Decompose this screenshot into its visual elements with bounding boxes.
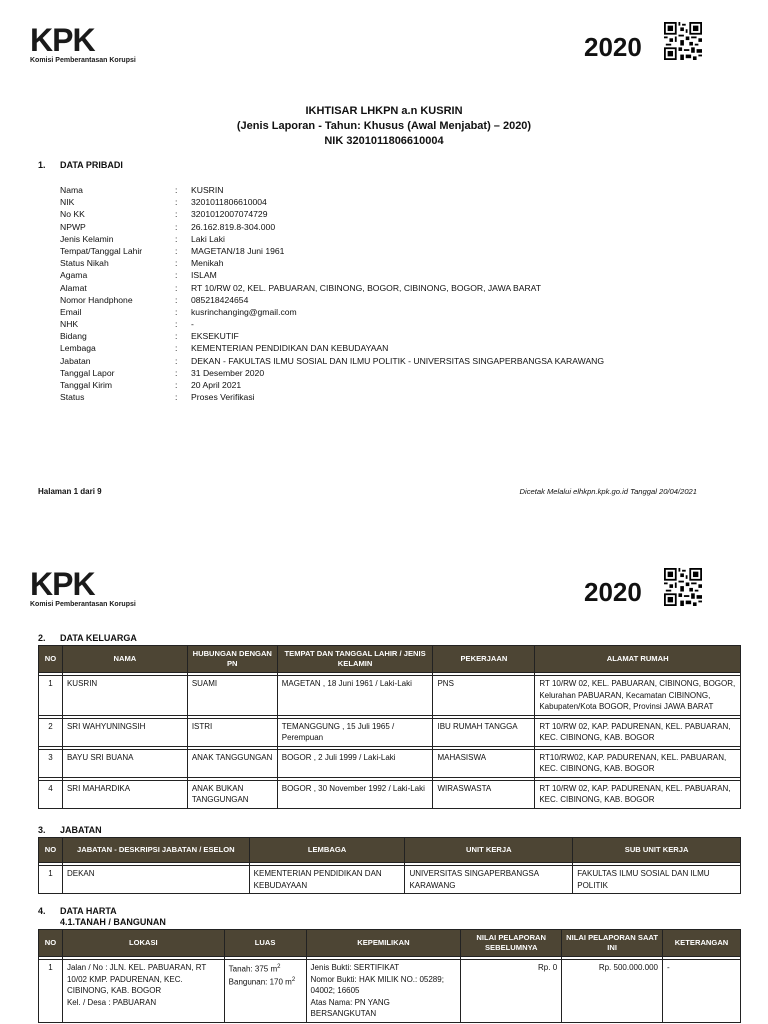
field-colon: : [175, 233, 178, 244]
section-label: DATA HARTA [60, 906, 117, 916]
family-cell-no: 4 [39, 780, 63, 808]
section-number: 3. [38, 825, 46, 835]
column-header: KEPEMILIKAN [306, 930, 461, 957]
personal-data-row [60, 208, 604, 220]
title-line-1: IKHTISAR LHKPN a.n KUSRIN [305, 105, 463, 117]
field-label: Tempat/Tanggal Lahir [60, 245, 143, 256]
field-colon: : [175, 221, 178, 232]
personal-data-row [60, 282, 604, 294]
field-colon: : [175, 331, 178, 342]
field-value: Laki Laki [191, 233, 225, 244]
report-title [0, 104, 768, 149]
personal-data-row [60, 269, 604, 281]
field-value: MAGETAN/18 Juni 1961 [191, 245, 285, 256]
jabatan-table [38, 837, 741, 894]
field-value: ISLAM [191, 270, 217, 281]
family-cell-no: 1 [39, 676, 63, 716]
logo-letters: KPK [30, 22, 95, 58]
field-value: KEMENTERIAN PENDIDIKAN DAN KEBUDAYAAN [191, 343, 389, 354]
column-header: KETERANGAN [663, 930, 741, 957]
personal-data-list [60, 184, 604, 403]
column-header: NILAI PELAPORAN SEBELUMNYA [461, 930, 562, 957]
field-value: 3201011806610004 [191, 197, 267, 208]
table-header-row [39, 646, 741, 673]
family-cell-alamat: RT10/RW02, KAP. PADURENAN, KEL. PABUARAN, KEC. CIBINONG, KAB. BOGOR [535, 749, 741, 777]
table-row [39, 960, 741, 1023]
field-value: 31 Desember 2020 [191, 367, 265, 378]
table-row [39, 718, 741, 746]
table-header-row [39, 838, 741, 863]
column-header: NILAI PELAPORAN SAAT INI [562, 930, 663, 957]
table-row [39, 749, 741, 777]
family-cell-nama: SRI WAHYUNINGSIH [62, 718, 187, 746]
harta-cell-lokasi [62, 960, 224, 1023]
personal-data-row [60, 367, 604, 379]
field-label: NPWP [60, 221, 86, 232]
nomor-bukti: Nomor Bukti: HAK MILIK NO.: 05289; 04002; 16605 [310, 974, 444, 995]
field-value: kusrinchanging@gmail.com [191, 306, 297, 317]
field-colon: : [175, 380, 178, 390]
luas-tanah-value: Tanah: 375 m [228, 964, 278, 974]
family-cell-nama: BAYU SRI BUANA [62, 749, 187, 777]
section-data-pribadi-heading [38, 160, 123, 170]
field-label: Nomor Handphone [60, 294, 133, 305]
report-year: 2020 [584, 32, 642, 62]
family-cell-pekerjaan: PNS [433, 676, 535, 716]
column-header: NAMA [62, 646, 187, 673]
column-header: JABATAN - DESKRIPSI JABATAN / ESELON [62, 838, 249, 863]
table-header-row [39, 930, 741, 957]
family-cell-nama: SRI MAHARDIKA [62, 780, 187, 808]
logo-tagline: Komisi Pemberantasan Korupsi [30, 57, 136, 64]
field-value: 20 April 2021 [191, 380, 242, 390]
logo-letters: KPK [30, 566, 95, 602]
field-colon: : [175, 306, 178, 317]
column-header: NO [39, 930, 63, 957]
subsection-tanah-bangunan-heading: 4.1.TANAH / BANGUNAN [60, 917, 166, 927]
field-value: Proses Verifikasi [191, 392, 255, 403]
family-cell-nama: KUSRIN [62, 676, 187, 716]
family-cell-hubungan: ANAK BUKAN TANGGUNGAN [187, 780, 277, 808]
field-label: Jabatan [60, 355, 91, 366]
personal-data-row [60, 233, 604, 245]
column-header: UNIT KERJA [405, 838, 573, 863]
personal-data-row [60, 184, 604, 196]
jabatan-cell-sub: FAKULTAS ILMU SOSIAL DAN ILMU POLITIK [573, 866, 741, 894]
family-cell-ttl: BOGOR , 2 Juli 1999 / Laki-Laki [277, 749, 433, 777]
column-header: NO [39, 646, 63, 673]
family-cell-alamat: RT 10/RW 02, KAP. PADURENAN, KEL. PABUARAN, KEC. CIBINONG, KAB. BOGOR [535, 780, 741, 808]
column-header: PEKERJAAN [433, 646, 535, 673]
logo-mark [30, 24, 150, 56]
field-value: 085218424654 [191, 294, 249, 305]
field-colon: : [175, 294, 178, 305]
family-cell-alamat: RT 10/RW 02, KEL. PABUARAN, CIBINONG, BOGOR, Kelurahan PABUARAN, Kecamatan CIBINONG, Kabupaten/Kota BOGOR, Provinsi JAWA BARAT [535, 676, 741, 716]
personal-data-row [60, 257, 604, 269]
table-row [39, 780, 741, 808]
field-value: - [191, 319, 194, 330]
field-colon: : [175, 282, 178, 293]
column-header: NO [39, 838, 63, 863]
column-header: LUAS [224, 930, 306, 957]
section-data-keluarga-heading [38, 633, 137, 643]
jabatan-cell-jabatan: DEKAN [62, 866, 249, 894]
field-label: Status [60, 392, 85, 403]
title-line-3: NIK 3201011806610004 [324, 135, 444, 147]
harta-table [38, 929, 741, 1023]
family-cell-ttl: MAGETAN , 18 Juni 1961 / Laki-Laki [277, 676, 433, 716]
field-colon: : [175, 367, 178, 378]
field-value: KUSRIN [191, 185, 224, 195]
harta-cell-sebelumnya: Rp. 0 [461, 960, 562, 1023]
harta-cell-saat-ini: Rp. 500.000.000 [562, 960, 663, 1023]
field-label: Tanggal Kirim [60, 380, 113, 390]
column-header: ALAMAT RUMAH [535, 646, 741, 673]
personal-data-row [60, 330, 604, 342]
field-label: No KK [60, 209, 85, 220]
family-cell-ttl: TEMANGGUNG , 15 Juli 1965 / Perempuan [277, 718, 433, 746]
field-colon: : [175, 270, 178, 281]
family-table [38, 645, 741, 809]
field-label: Bidang [60, 331, 87, 342]
personal-data-row [60, 245, 604, 257]
unit-superscript: 2 [277, 964, 281, 970]
section-number: 1. [38, 160, 46, 170]
logo-tagline: Komisi Pemberantasan Korupsi [30, 601, 136, 608]
column-header: LEMBAGA [249, 838, 405, 863]
field-colon: : [175, 197, 178, 208]
section-label: DATA PRIBADI [60, 160, 123, 170]
family-cell-pekerjaan: IBU RUMAH TANGGA [433, 718, 535, 746]
field-colon: : [175, 343, 178, 354]
personal-data-row [60, 318, 604, 330]
kpk-logo [30, 568, 150, 608]
field-label: Alamat [60, 282, 87, 293]
section-jabatan-heading [38, 825, 102, 835]
luas-bangunan [229, 975, 302, 988]
jabatan-cell-unit: UNIVERSITAS SINGAPERBANGSA KARAWANG [405, 866, 573, 894]
column-header: TEMPAT DAN TANGGAL LAHIR / JENIS KELAMIN [277, 646, 433, 673]
field-value: RT 10/RW 02, KEL. PABUARAN, CIBINONG, BOGOR, CIBINONG, BOGOR, JAWA BARAT [191, 282, 542, 293]
harta-cell-keterangan: - [663, 960, 741, 1023]
qr-code-icon [664, 568, 702, 606]
qr-code-icon [664, 22, 702, 60]
field-value: 3201012007074729 [191, 209, 268, 220]
family-cell-no: 3 [39, 749, 63, 777]
field-label: NHK [60, 319, 79, 330]
family-cell-pekerjaan: WIRASWASTA [433, 780, 535, 808]
field-colon: : [175, 209, 178, 220]
field-value: EKSEKUTIF [191, 331, 239, 342]
family-cell-hubungan: ISTRI [187, 718, 277, 746]
personal-data-row [60, 306, 604, 318]
family-cell-hubungan: SUAMI [187, 676, 277, 716]
section-number: 4. [38, 906, 46, 916]
document-page-2 [0, 555, 768, 1024]
print-note: Dicetak Melalui elhkpn.kpk.go.id Tanggal 20/04/2021 [519, 487, 697, 496]
lokasi-desa: Kel. / Desa : PABUARAN [66, 997, 157, 1007]
personal-data-row [60, 342, 604, 354]
harta-cell-luas [224, 960, 306, 1023]
personal-data-row [60, 294, 604, 306]
logo-mark [30, 568, 150, 600]
page-number: Halaman 1 dari 9 [38, 487, 102, 496]
jabatan-cell-no: 1 [39, 866, 63, 894]
field-value: DEKAN - FAKULTAS ILMU SOSIAL DAN ILMU POLITIK - UNIVERSITAS SINGAPERBANGSA KARAWANG [191, 355, 605, 366]
harta-cell-no: 1 [39, 960, 63, 1023]
field-label: Jenis Kelamin [60, 233, 114, 244]
field-colon: : [175, 185, 178, 195]
title-line-2: (Jenis Laporan - Tahun: Khusus (Awal Menjabat) – 2020) [236, 120, 532, 132]
family-cell-hubungan: ANAK TANGGUNGAN [187, 749, 277, 777]
jabatan-cell-lembaga: KEMENTERIAN PENDIDIKAN DAN KEBUDAYAAN [249, 866, 405, 894]
family-cell-ttl: BOGOR , 30 November 1992 / Laki-Laki [277, 780, 433, 808]
page-separator [0, 535, 768, 555]
personal-data-row [60, 355, 604, 367]
column-header: HUBUNGAN DENGAN PN [187, 646, 277, 673]
lokasi-jalan: Jalan / No : JLN. KEL. PABUARAN, RT 10/02 KMP. PADURENAN, KEC. CIBINONG, KAB. BOGOR [66, 963, 207, 995]
report-year: 2020 [584, 577, 642, 607]
unit-superscript: 2 [291, 977, 296, 984]
field-value: Menikah [191, 258, 224, 269]
personal-data-row [60, 221, 604, 233]
field-label: Email [60, 306, 82, 317]
personal-data-row [60, 391, 604, 403]
section-number: 2. [38, 633, 46, 643]
field-label: Lembaga [60, 343, 96, 354]
personal-data-row [60, 379, 604, 391]
section-label: JABATAN [60, 825, 102, 835]
field-value: 26.162.819.8-304.000 [191, 221, 276, 232]
jenis-bukti: Jenis Bukti: SERTIFIKAT [310, 963, 400, 972]
field-label: Nama [60, 185, 83, 195]
atas-nama: Atas Nama: PN YANG BERSANGKUTAN [310, 997, 390, 1018]
family-cell-alamat: RT 10/RW 02, KAP. PADURENAN, KEL. PABUARAN, KEC. CIBINONG, KAB. BOGOR [535, 718, 741, 746]
kpk-logo [30, 24, 150, 64]
section-data-harta-heading [38, 906, 117, 916]
field-colon: : [175, 319, 178, 330]
field-label: NIK [60, 197, 75, 208]
luas-bangunan-value: Bangunan: 170 m [228, 977, 292, 987]
field-label: Status Nikah [60, 258, 109, 269]
column-header: LOKASI [62, 930, 224, 957]
section-label: DATA KELUARGA [60, 633, 137, 643]
field-label: Tanggal Lapor [60, 367, 115, 378]
personal-data-row [60, 196, 604, 208]
field-colon: : [175, 355, 178, 366]
field-colon: : [175, 392, 178, 403]
luas-tanah [229, 962, 302, 975]
field-colon: : [175, 258, 178, 269]
family-cell-pekerjaan: MAHASISWA [433, 749, 535, 777]
field-label: Agama [60, 270, 88, 281]
harta-cell-kepemilikan [306, 960, 461, 1023]
table-row [39, 866, 741, 894]
field-colon: : [175, 245, 178, 256]
column-header: SUB UNIT KERJA [573, 838, 741, 863]
table-row [39, 676, 741, 716]
family-cell-no: 2 [39, 718, 63, 746]
